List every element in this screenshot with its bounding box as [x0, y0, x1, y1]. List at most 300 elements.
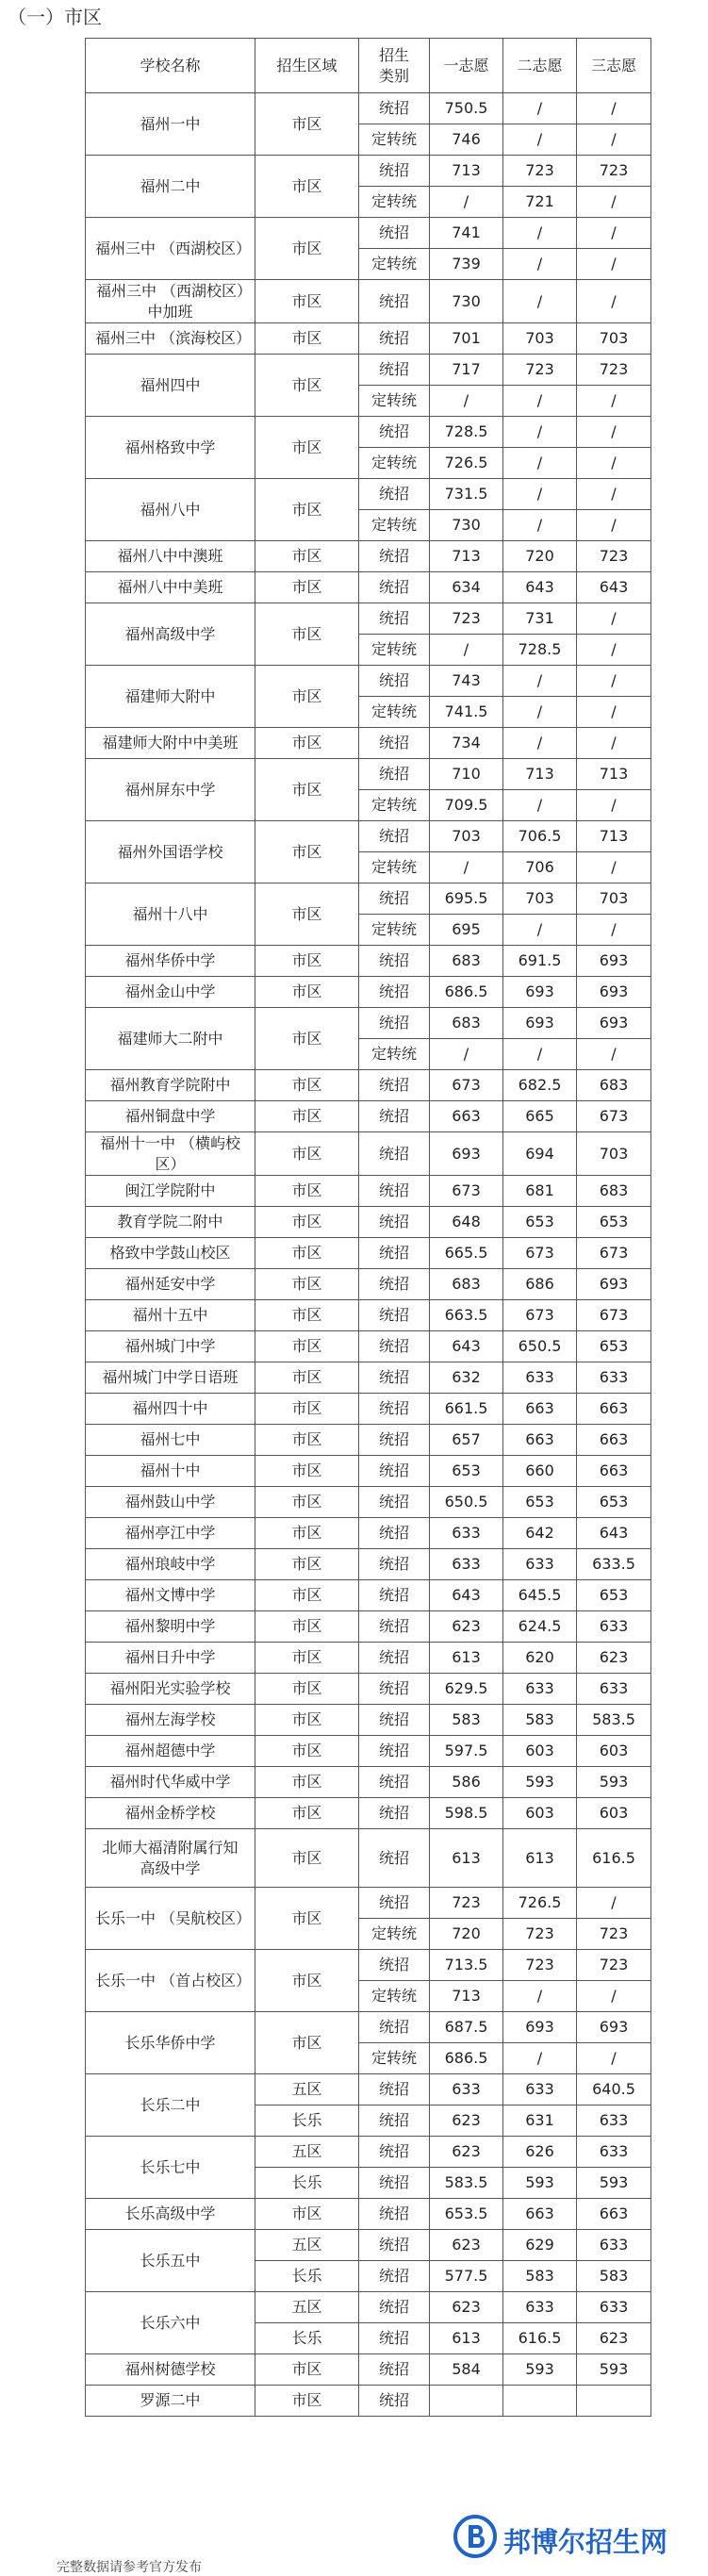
- school-name: 福建师大附中: [86, 666, 255, 728]
- category-cell: 统招: [359, 1132, 430, 1176]
- score-choice2: /: [503, 479, 577, 510]
- category-cell: 定转统: [359, 187, 430, 218]
- school-name: 福州阳光实验学校: [86, 1674, 255, 1705]
- school-name: 闽江学院附中: [86, 1176, 255, 1207]
- score-choice2: /: [503, 697, 577, 728]
- score-choice3: 603: [577, 1736, 651, 1767]
- score-choice3: 663: [577, 1425, 651, 1456]
- school-name: 福州三中 （滨海校区）: [86, 323, 255, 355]
- score-choice2: 723: [503, 156, 577, 187]
- table-row: [86, 2230, 651, 2261]
- district-cell: 市区: [255, 93, 359, 156]
- score-choice2: 706: [503, 852, 577, 883]
- table-row: [86, 1580, 651, 1611]
- header-district: 招生区域: [255, 39, 359, 93]
- table-row: [86, 666, 651, 697]
- category-cell: 定转统: [359, 2043, 430, 2074]
- score-choice2: 633: [503, 1549, 577, 1580]
- category-cell: 统招: [359, 1643, 430, 1674]
- score-choice1: 723: [430, 1888, 503, 1919]
- score-choice2: /: [503, 218, 577, 249]
- score-choice3: /: [577, 666, 651, 697]
- school-name: 福州十八中: [86, 883, 255, 946]
- score-choice1: 695: [430, 915, 503, 946]
- school-name: 长乐六中: [86, 2292, 255, 2354]
- score-choice1: 657: [430, 1425, 503, 1456]
- category-cell: 统招: [359, 541, 430, 572]
- score-choice2: 663: [503, 1425, 577, 1456]
- table-row: [86, 355, 651, 386]
- category-cell: 统招: [359, 1798, 430, 1829]
- district-cell: 市区: [255, 728, 359, 759]
- district-cell: 市区: [255, 1269, 359, 1300]
- category-cell: 统招: [359, 2292, 430, 2323]
- header-choice2: 二志愿: [503, 39, 577, 93]
- score-choice1: 623: [430, 1611, 503, 1643]
- score-choice1: 717: [430, 355, 503, 386]
- table-row: [86, 1888, 651, 1919]
- category-cell: 统招: [359, 479, 430, 510]
- score-choice2: 723: [503, 355, 577, 386]
- score-choice3: 616.5: [577, 1829, 651, 1888]
- score-choice1: 709.5: [430, 790, 503, 821]
- score-choice1: /: [430, 386, 503, 417]
- district-cell: 长乐: [255, 2323, 359, 2354]
- district-cell: 市区: [255, 1705, 359, 1736]
- category-cell: 统招: [359, 728, 430, 759]
- score-choice2: 720: [503, 541, 577, 572]
- category-cell: 统招: [359, 821, 430, 852]
- table-row: [86, 759, 651, 790]
- score-choice1: 643: [430, 1580, 503, 1611]
- score-choice3: 673: [577, 1101, 651, 1132]
- score-choice2: 593: [503, 2354, 577, 2386]
- score-choice1: 686.5: [430, 977, 503, 1008]
- table-row: [86, 1207, 651, 1238]
- table-row: [86, 1736, 651, 1767]
- score-choice1: 683: [430, 1269, 503, 1300]
- score-choice2: 593: [503, 1767, 577, 1798]
- score-choice1: 613: [430, 2323, 503, 2354]
- score-choice3: /: [577, 1981, 651, 2012]
- score-choice2: 660: [503, 1456, 577, 1487]
- category-cell: 统招: [359, 156, 430, 187]
- table-row: [86, 1269, 651, 1300]
- score-choice3: 703: [577, 883, 651, 915]
- school-name: 福州黎明中学: [86, 1611, 255, 1643]
- category-cell: 统招: [359, 2012, 430, 2043]
- district-cell: 市区: [255, 541, 359, 572]
- table-body: [86, 93, 651, 2417]
- score-choice1: 734: [430, 728, 503, 759]
- school-name: 福州屏东中学: [86, 759, 255, 821]
- school-name: 长乐华侨中学: [86, 2012, 255, 2074]
- score-choice1: 683: [430, 1008, 503, 1039]
- table-row: [86, 2074, 651, 2105]
- score-choice1: /: [430, 635, 503, 666]
- category-cell: 统招: [359, 759, 430, 790]
- score-choice3: /: [577, 1888, 651, 1919]
- score-choice2: /: [503, 280, 577, 323]
- table-row: [86, 1101, 651, 1132]
- score-choice3: 703: [577, 323, 651, 355]
- score-choice2: 703: [503, 323, 577, 355]
- category-cell: 定转统: [359, 790, 430, 821]
- school-name: 长乐七中: [86, 2137, 255, 2199]
- score-choice3: 633: [577, 2137, 651, 2168]
- score-choice1: /: [430, 187, 503, 218]
- school-name: 福州十五中: [86, 1300, 255, 1331]
- score-choice2: 653: [503, 1207, 577, 1238]
- score-choice1: [430, 2386, 503, 2417]
- table-row: [86, 1829, 651, 1888]
- table-row: [86, 2386, 651, 2417]
- table-row: [86, 1798, 651, 1829]
- score-choice3: 623: [577, 2323, 651, 2354]
- district-cell: 市区: [255, 759, 359, 821]
- table-row: [86, 218, 651, 249]
- score-choice1: 653: [430, 1456, 503, 1487]
- category-cell: 统招: [359, 1580, 430, 1611]
- school-name: 福州超德中学: [86, 1736, 255, 1767]
- score-choice2: 691.5: [503, 946, 577, 977]
- table-row: [86, 2354, 651, 2386]
- school-name: 福州八中中美班: [86, 572, 255, 603]
- score-choice1: 713: [430, 156, 503, 187]
- category-cell: 统招: [359, 1518, 430, 1549]
- school-name: 福州城门中学: [86, 1331, 255, 1362]
- category-cell: 统招: [359, 977, 430, 1008]
- score-choice1: 726.5: [430, 448, 503, 479]
- score-choice1: 673: [430, 1176, 503, 1207]
- score-choice2: /: [503, 666, 577, 697]
- category-cell: 统招: [359, 2199, 430, 2230]
- score-choice1: 633: [430, 1549, 503, 1580]
- score-choice1: 673: [430, 1070, 503, 1101]
- school-name: 福州鼓山中学: [86, 1487, 255, 1518]
- score-choice2: 603: [503, 1798, 577, 1829]
- score-choice2: 624.5: [503, 1611, 577, 1643]
- score-choice1: 661.5: [430, 1394, 503, 1425]
- score-choice1: 746: [430, 124, 503, 156]
- score-choice3: 723: [577, 1950, 651, 1981]
- score-choice3: 583: [577, 2261, 651, 2292]
- score-choice3: /: [577, 635, 651, 666]
- district-cell: 市区: [255, 1829, 359, 1888]
- score-choice2: /: [503, 728, 577, 759]
- score-choice2: 682.5: [503, 1070, 577, 1101]
- score-choice2: 616.5: [503, 2323, 577, 2354]
- score-choice2: 642: [503, 1518, 577, 1549]
- district-cell: 市区: [255, 218, 359, 280]
- school-name: 长乐一中 （吴航校区）: [86, 1888, 255, 1950]
- table-row: [86, 2137, 651, 2168]
- score-choice3: /: [577, 728, 651, 759]
- table-row: [86, 1132, 651, 1176]
- score-choice1: 653.5: [430, 2199, 503, 2230]
- category-cell: 统招: [359, 1611, 430, 1643]
- district-cell: 市区: [255, 1331, 359, 1362]
- header-school: 学校名称: [86, 39, 255, 93]
- score-choice1: 730: [430, 280, 503, 323]
- score-choice1: 665.5: [430, 1238, 503, 1269]
- score-choice2: 643: [503, 572, 577, 603]
- admission-score-table: [85, 38, 651, 2417]
- score-choice3: /: [577, 790, 651, 821]
- table-row: [86, 1425, 651, 1456]
- category-cell: 统招: [359, 1736, 430, 1767]
- score-choice3: /: [577, 218, 651, 249]
- score-choice3: /: [577, 386, 651, 417]
- table-row: [86, 1238, 651, 1269]
- table-header-row: [86, 39, 651, 93]
- district-cell: 市区: [255, 2386, 359, 2417]
- category-cell: 定转统: [359, 249, 430, 280]
- score-choice3: 633: [577, 1362, 651, 1394]
- score-choice1: 750.5: [430, 93, 503, 124]
- category-cell: 定转统: [359, 1919, 430, 1950]
- district-cell: 市区: [255, 323, 359, 355]
- score-choice3: /: [577, 448, 651, 479]
- score-choice3: 723: [577, 1919, 651, 1950]
- district-cell: 市区: [255, 417, 359, 479]
- category-cell: 定转统: [359, 697, 430, 728]
- school-name: 格致中学鼓山校区: [86, 1238, 255, 1269]
- category-cell: 统招: [359, 1674, 430, 1705]
- category-cell: 统招: [359, 2105, 430, 2137]
- score-choice2: 673: [503, 1300, 577, 1331]
- score-choice3: 713: [577, 821, 651, 852]
- category-cell: 统招: [359, 1269, 430, 1300]
- district-cell: 市区: [255, 1549, 359, 1580]
- category-cell: 统招: [359, 280, 430, 323]
- school-name: 福州十中: [86, 1456, 255, 1487]
- score-choice1: 710: [430, 759, 503, 790]
- score-choice3: 673: [577, 1238, 651, 1269]
- score-choice2: 629: [503, 2230, 577, 2261]
- school-name: 福州城门中学日语班: [86, 1362, 255, 1394]
- school-name: 福州日升中学: [86, 1643, 255, 1674]
- district-cell: 市区: [255, 1950, 359, 2012]
- score-choice2: 673: [503, 1238, 577, 1269]
- score-choice1: 713.5: [430, 1950, 503, 1981]
- score-choice3: 593: [577, 1767, 651, 1798]
- table-row: [86, 1950, 651, 1981]
- district-cell: 市区: [255, 1101, 359, 1132]
- category-cell: 定转统: [359, 1981, 430, 2012]
- score-choice1: 583.5: [430, 2168, 503, 2199]
- score-choice1: 597.5: [430, 1736, 503, 1767]
- school-name: 福州一中: [86, 93, 255, 156]
- district-cell: 市区: [255, 2012, 359, 2074]
- district-cell: 市区: [255, 1611, 359, 1643]
- category-cell: 统招: [359, 2230, 430, 2261]
- category-cell: 统招: [359, 417, 430, 448]
- school-name: 福州八中: [86, 479, 255, 541]
- score-choice1: 623: [430, 2105, 503, 2137]
- score-choice2: 603: [503, 1736, 577, 1767]
- district-cell: 市区: [255, 1070, 359, 1101]
- category-cell: 统招: [359, 1101, 430, 1132]
- table-row: [86, 1300, 651, 1331]
- district-cell: 市区: [255, 156, 359, 218]
- score-choice3: /: [577, 852, 651, 883]
- score-choice3: /: [577, 124, 651, 156]
- school-name: 福州外国语学校: [86, 821, 255, 883]
- district-cell: 市区: [255, 1767, 359, 1798]
- district-cell: 五区: [255, 2074, 359, 2105]
- district-cell: 五区: [255, 2292, 359, 2323]
- score-choice1: 623: [430, 2137, 503, 2168]
- score-choice2: 626: [503, 2137, 577, 2168]
- score-choice3: /: [577, 2043, 651, 2074]
- score-choice1: 741.5: [430, 697, 503, 728]
- score-choice3: 633: [577, 1674, 651, 1705]
- school-name: 福州八中中澳班: [86, 541, 255, 572]
- category-cell: 统招: [359, 1888, 430, 1919]
- score-choice1: 598.5: [430, 1798, 503, 1829]
- score-choice3: 653: [577, 1580, 651, 1611]
- district-cell: 市区: [255, 280, 359, 323]
- score-choice1: 713: [430, 1981, 503, 2012]
- category-cell: 定转统: [359, 124, 430, 156]
- category-cell: 定转统: [359, 510, 430, 541]
- score-choice2: 633: [503, 1362, 577, 1394]
- school-name: 福州二中: [86, 156, 255, 218]
- score-choice2: 723: [503, 1919, 577, 1950]
- district-cell: 市区: [255, 603, 359, 666]
- table-row: [86, 323, 651, 355]
- score-choice1: 741: [430, 218, 503, 249]
- category-cell: 统招: [359, 2386, 430, 2417]
- table-row: [86, 1767, 651, 1798]
- score-choice1: 663.5: [430, 1300, 503, 1331]
- site-watermark: [453, 2508, 700, 2565]
- score-choice2: 681: [503, 1176, 577, 1207]
- score-choice3: 633.5: [577, 1549, 651, 1580]
- district-cell: 市区: [255, 1888, 359, 1950]
- score-choice3: 583.5: [577, 1705, 651, 1736]
- category-cell: 统招: [359, 1331, 430, 1362]
- score-choice3: 653: [577, 1487, 651, 1518]
- category-cell: 定转统: [359, 1039, 430, 1070]
- school-name: 福州铜盘中学: [86, 1101, 255, 1132]
- score-choice2: /: [503, 790, 577, 821]
- score-choice3: /: [577, 510, 651, 541]
- score-choice2: 721: [503, 187, 577, 218]
- table-row: [86, 479, 651, 510]
- school-name: 福州七中: [86, 1425, 255, 1456]
- score-choice1: /: [430, 1039, 503, 1070]
- score-choice3: 633: [577, 1611, 651, 1643]
- table-row: [86, 1176, 651, 1207]
- district-cell: 市区: [255, 1132, 359, 1176]
- score-choice2: 613: [503, 1829, 577, 1888]
- district-cell: 市区: [255, 1394, 359, 1425]
- district-cell: 市区: [255, 355, 359, 417]
- table-row: [86, 977, 651, 1008]
- category-cell: 定转统: [359, 635, 430, 666]
- score-choice2: 693: [503, 977, 577, 1008]
- category-cell: 统招: [359, 1207, 430, 1238]
- score-choice1: 739: [430, 249, 503, 280]
- score-choice1: 632: [430, 1362, 503, 1394]
- school-name: 福州十一中 （横屿校区）: [86, 1132, 255, 1176]
- school-name: 福州教育学院附中: [86, 1070, 255, 1101]
- district-cell: 市区: [255, 1362, 359, 1394]
- score-choice3: 723: [577, 156, 651, 187]
- school-name: 福州四十中: [86, 1394, 255, 1425]
- score-choice1: 634: [430, 572, 503, 603]
- school-name: 福州延安中学: [86, 1269, 255, 1300]
- score-choice1: 623: [430, 2230, 503, 2261]
- score-choice3: /: [577, 479, 651, 510]
- category-cell: 定转统: [359, 386, 430, 417]
- district-cell: 市区: [255, 2354, 359, 2386]
- score-choice1: 623: [430, 2292, 503, 2323]
- score-choice1: 693: [430, 1132, 503, 1176]
- table-row: [86, 1070, 651, 1101]
- category-cell: 定转统: [359, 852, 430, 883]
- school-name: 福州金山中学: [86, 977, 255, 1008]
- school-name: 北师大福清附属行知高级中学: [86, 1829, 255, 1888]
- score-choice2: 645.5: [503, 1580, 577, 1611]
- score-choice3: /: [577, 249, 651, 280]
- category-cell: 统招: [359, 2354, 430, 2386]
- category-cell: 统招: [359, 1767, 430, 1798]
- b-logo-icon: [453, 2514, 498, 2559]
- header-category: 招生 类别: [359, 39, 430, 93]
- category-cell: 统招: [359, 946, 430, 977]
- district-cell: 市区: [255, 1238, 359, 1269]
- score-choice3: 633: [577, 2292, 651, 2323]
- district-cell: 市区: [255, 1487, 359, 1518]
- score-choice3: /: [577, 280, 651, 323]
- district-cell: 市区: [255, 1798, 359, 1829]
- category-cell: 统招: [359, 218, 430, 249]
- table-row: [86, 883, 651, 915]
- score-choice2: 620: [503, 1643, 577, 1674]
- score-choice1: 629.5: [430, 1674, 503, 1705]
- category-cell: 统招: [359, 603, 430, 635]
- category-cell: 统招: [359, 1394, 430, 1425]
- score-choice2: 706.5: [503, 821, 577, 852]
- district-cell: 市区: [255, 1643, 359, 1674]
- district-cell: 长乐: [255, 2105, 359, 2137]
- score-choice3: 603: [577, 1798, 651, 1829]
- score-choice2: 665: [503, 1101, 577, 1132]
- district-cell: 市区: [255, 977, 359, 1008]
- score-choice2: /: [503, 249, 577, 280]
- score-choice3: 683: [577, 1176, 651, 1207]
- score-choice1: 701: [430, 323, 503, 355]
- table-row: [86, 1394, 651, 1425]
- score-choice3: 633: [577, 2105, 651, 2137]
- score-choice2: 583: [503, 2261, 577, 2292]
- score-choice3: 683: [577, 1070, 651, 1101]
- score-choice2: 633: [503, 2074, 577, 2105]
- district-cell: 市区: [255, 1580, 359, 1611]
- category-cell: 统招: [359, 2168, 430, 2199]
- score-choice2: 633: [503, 2292, 577, 2323]
- district-cell: 市区: [255, 1425, 359, 1456]
- score-choice2: 693: [503, 1008, 577, 1039]
- score-choice3: /: [577, 697, 651, 728]
- school-name: 福建师大附中中美班: [86, 728, 255, 759]
- score-choice3: /: [577, 915, 651, 946]
- category-cell: 统招: [359, 2261, 430, 2292]
- score-choice3: 723: [577, 355, 651, 386]
